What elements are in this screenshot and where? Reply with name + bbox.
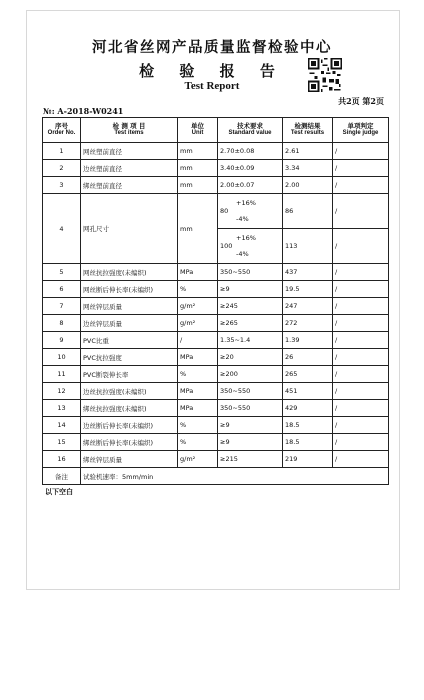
report-title-cn: 检 验 报 告 bbox=[139, 62, 285, 80]
cell-item: 绑丝锌层质量 bbox=[81, 451, 178, 468]
cell-standard: 2.00±0.07 bbox=[218, 177, 283, 194]
cell-unit: MPa bbox=[178, 349, 218, 366]
cell-no: 12 bbox=[43, 383, 81, 400]
cell-standard: ≥9 bbox=[218, 281, 283, 298]
cell-result: 3.34 bbox=[283, 160, 333, 177]
cell-item: 网丝抗拉强度(未编织) bbox=[81, 264, 178, 281]
cell-result: 2.61 bbox=[283, 143, 333, 160]
cell-standard: ≥245 bbox=[218, 298, 283, 315]
cell-judge: / bbox=[333, 229, 389, 264]
cell-no: 10 bbox=[43, 349, 81, 366]
cell-result: 19.5 bbox=[283, 281, 333, 298]
cell-judge: / bbox=[333, 315, 389, 332]
cell-result: 26 bbox=[283, 349, 333, 366]
table-row bbox=[43, 383, 389, 400]
cell-item: PVC比重 bbox=[81, 332, 178, 349]
cell-standard: 350~550 bbox=[218, 400, 283, 417]
cell-no: 11 bbox=[43, 366, 81, 383]
cell-item: 绑丝抗拉强度(未编织) bbox=[81, 400, 178, 417]
cell-unit: g/m² bbox=[178, 451, 218, 468]
table-row bbox=[43, 264, 389, 281]
cell-result: 2.00 bbox=[283, 177, 333, 194]
cell-judge: / bbox=[333, 383, 389, 400]
cell-no: 5 bbox=[43, 264, 81, 281]
cell-judge: / bbox=[333, 349, 389, 366]
remark-text: 试验机速率：5mm/min bbox=[81, 468, 389, 485]
cell-result: 1.39 bbox=[283, 332, 333, 349]
cell-result: 429 bbox=[283, 400, 333, 417]
cell-no: 14 bbox=[43, 417, 81, 434]
cell-judge: / bbox=[333, 417, 389, 434]
cell-unit: % bbox=[178, 417, 218, 434]
cell-judge: / bbox=[333, 332, 389, 349]
cell-no: 4 bbox=[43, 194, 81, 264]
cell-judge: / bbox=[333, 177, 389, 194]
cell-item: PVC断裂伸长率 bbox=[81, 366, 178, 383]
remark-label: 备注 bbox=[43, 468, 81, 485]
cell-item: 边丝锌层质量 bbox=[81, 315, 178, 332]
table-row bbox=[43, 451, 389, 468]
cell-result: 437 bbox=[283, 264, 333, 281]
mesh-row-a bbox=[43, 194, 389, 229]
remark-row bbox=[43, 468, 389, 485]
cell-result: 113 bbox=[283, 229, 333, 264]
header-unit: 单位 Unit bbox=[178, 118, 218, 143]
cell-judge: / bbox=[333, 143, 389, 160]
cell-unit: mm bbox=[178, 160, 218, 177]
cell-standard: ≥9 bbox=[218, 434, 283, 451]
cell-result: 265 bbox=[283, 366, 333, 383]
cell-item: 网孔尺寸 bbox=[81, 194, 178, 264]
cell-no: 1 bbox=[43, 143, 81, 160]
cell-unit: % bbox=[178, 366, 218, 383]
table-row bbox=[43, 298, 389, 315]
qr-code-icon bbox=[308, 58, 342, 92]
cell-item: 绑丝断后伸长率(未编织) bbox=[81, 434, 178, 451]
table-row bbox=[43, 434, 389, 451]
cell-standard-mesh-a bbox=[218, 194, 283, 229]
cell-judge: / bbox=[333, 281, 389, 298]
cell-item: 网丝断后伸长率(未编织) bbox=[81, 281, 178, 298]
cell-result: 247 bbox=[283, 298, 333, 315]
cell-item: 网丝锌层质量 bbox=[81, 298, 178, 315]
header-single-judge: 单项判定 Single judge bbox=[333, 118, 389, 143]
tolerance-lower: -4% bbox=[236, 215, 249, 224]
cell-judge: / bbox=[333, 451, 389, 468]
cell-standard: ≥265 bbox=[218, 315, 283, 332]
cell-result: 86 bbox=[283, 194, 333, 229]
cell-standard-mesh-b bbox=[218, 229, 283, 264]
header-order-no: 序号 Order No. bbox=[43, 118, 81, 143]
cell-judge: / bbox=[333, 366, 389, 383]
cell-standard: ≥215 bbox=[218, 451, 283, 468]
cell-result: 451 bbox=[283, 383, 333, 400]
cell-standard: 2.70±0.08 bbox=[218, 143, 283, 160]
cell-no: 13 bbox=[43, 400, 81, 417]
cell-standard: ≥9 bbox=[218, 417, 283, 434]
table-row bbox=[43, 315, 389, 332]
cell-unit: MPa bbox=[178, 383, 218, 400]
cell-standard: 350~550 bbox=[218, 264, 283, 281]
page-info: 共2页 第2页 bbox=[338, 96, 384, 106]
end-note: 以下空白 bbox=[45, 487, 73, 496]
table-row bbox=[43, 417, 389, 434]
cell-item: 绑丝塑前直径 bbox=[81, 177, 178, 194]
table-row bbox=[43, 143, 389, 160]
cell-judge: / bbox=[333, 160, 389, 177]
cell-unit: / bbox=[178, 332, 218, 349]
cell-standard: 3.40±0.09 bbox=[218, 160, 283, 177]
test-results-table bbox=[42, 117, 389, 485]
cell-no: 9 bbox=[43, 332, 81, 349]
cell-item: 网丝塑前直径 bbox=[81, 143, 178, 160]
cell-result: 18.5 bbox=[283, 417, 333, 434]
cell-judge: / bbox=[333, 264, 389, 281]
cell-judge: / bbox=[333, 400, 389, 417]
cell-unit: g/m² bbox=[178, 298, 218, 315]
cell-unit: mm bbox=[178, 143, 218, 160]
cell-unit: mm bbox=[178, 194, 218, 264]
table-row bbox=[43, 332, 389, 349]
table-row bbox=[43, 366, 389, 383]
table-row bbox=[43, 281, 389, 298]
cell-no: 2 bbox=[43, 160, 81, 177]
cell-judge: / bbox=[333, 194, 389, 229]
cell-standard: ≥200 bbox=[218, 366, 283, 383]
table-row bbox=[43, 349, 389, 366]
cell-item: 边丝抗拉强度(未编织) bbox=[81, 383, 178, 400]
table-row bbox=[43, 177, 389, 194]
cell-no: 15 bbox=[43, 434, 81, 451]
cell-no: 16 bbox=[43, 451, 81, 468]
table-row bbox=[43, 400, 389, 417]
cell-result: 272 bbox=[283, 315, 333, 332]
cell-standard: ≥20 bbox=[218, 349, 283, 366]
cell-unit: % bbox=[178, 281, 218, 298]
cell-no: 7 bbox=[43, 298, 81, 315]
tolerance-upper: +16% bbox=[236, 198, 256, 207]
cell-no: 3 bbox=[43, 177, 81, 194]
organization-title: 河北省丝网产品质量监督检验中心 bbox=[92, 39, 332, 56]
nominal-size: 80 bbox=[220, 206, 229, 215]
cell-unit: g/m² bbox=[178, 315, 218, 332]
header-test-items: 检 测 项 目 Test items bbox=[81, 118, 178, 143]
table-header-row bbox=[43, 118, 389, 143]
cell-unit: % bbox=[178, 434, 218, 451]
cell-result: 219 bbox=[283, 451, 333, 468]
cell-judge: / bbox=[333, 434, 389, 451]
cell-standard: 1.35~1.4 bbox=[218, 332, 283, 349]
cell-unit: mm bbox=[178, 177, 218, 194]
cell-no: 6 bbox=[43, 281, 81, 298]
tolerance-upper: +16% bbox=[236, 233, 256, 242]
partial-seal-stamp bbox=[396, 282, 424, 352]
table-row bbox=[43, 160, 389, 177]
cell-item: PVC抗拉强度 bbox=[81, 349, 178, 366]
report-number: №: A-2018-W0241 bbox=[43, 106, 124, 116]
cell-judge: / bbox=[333, 298, 389, 315]
report-title-en: Test Report bbox=[184, 80, 240, 92]
header-standard-value: 技术要求 Standard value bbox=[218, 118, 283, 143]
cell-item: 边丝塑前直径 bbox=[81, 160, 178, 177]
cell-result: 18.5 bbox=[283, 434, 333, 451]
header-test-results: 检测结果 Test results bbox=[283, 118, 333, 143]
tolerance-lower: -4% bbox=[236, 250, 249, 259]
cell-item: 边丝断后伸长率(未编织) bbox=[81, 417, 178, 434]
cell-unit: MPa bbox=[178, 400, 218, 417]
cell-standard: 350~550 bbox=[218, 383, 283, 400]
nominal-size: 100 bbox=[220, 241, 233, 250]
cell-no: 8 bbox=[43, 315, 81, 332]
cell-unit: MPa bbox=[178, 264, 218, 281]
